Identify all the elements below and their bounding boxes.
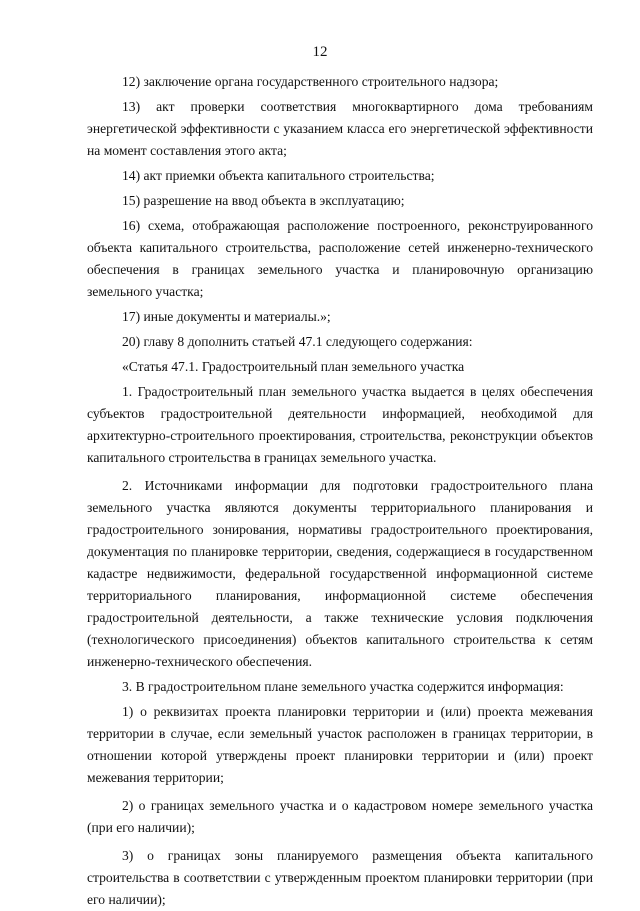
paragraph-item-17: 17) иные документы и материалы.»; (122, 309, 331, 324)
paragraph-amendment-20: 20) главу 8 дополнить статьей 47.1 следующего содержания: (122, 334, 473, 349)
article-subpoint-1: 1) о реквизитах проекта планировки территории и (или) проекта межевания территории в случае, если земельный участок расположен в границах территории, в отношении которой утверждены проект планировки территории и (или) проект межевания территории; (87, 704, 593, 785)
document-body (87, 71, 593, 911)
paragraph-item-14: 14) акт приемки объекта капитального строительства; (122, 168, 435, 183)
article-point-3: 3. В градостроительном плане земельного участка содержится информация: (122, 679, 564, 694)
article-subpoint-2: 2) о границах земельного участка и о кадастровом номере земельного участка (при его наличии); (87, 798, 593, 835)
article-point-1: 1. Градостроительный план земельного участка выдается в целях обеспечения субъектов градостроительной деятельности информацией, необходимой для архитектурно-строительного проектирования, строительства, реконструкции объектов капитального строительства в границах земельного участка. (87, 384, 593, 465)
paragraph-item-15: 15) разрешение на ввод объекта в эксплуатацию; (122, 193, 405, 208)
paragraph-item-16: 16) схема, отображающая расположение построенного, реконструированного объекта капитального строительства, расположение сетей инженерно-технического обеспечения в границах земельного участка и планировочную организацию земельного участка; (87, 218, 593, 299)
page-number: 12 (312, 44, 328, 60)
paragraph-item-13: 13) акт проверки соответствия многоквартирного дома требованиям энергетической эффективности с указанием класса его энергетической эффективности на момент составления этого акта; (87, 99, 593, 158)
article-point-2: 2. Источниками информации для подготовки градостроительного плана земельного участка являются документы территориального планирования и градостроительного зонирования, нормативы градостроительного проектирования, документация по планировке территории, сведения, содержащиеся в государственном кадастре недвижимости, федеральной государственной информационной системе территориального планирования, информационной системе обеспечения градостроительной деятельности, а также технические условия подключения (технологического присоединения) объектов капитального строительства к сетям инженерно-технического обеспечения. (87, 478, 593, 669)
article-subpoint-3: 3) о границах зоны планируемого размещения объекта капитального строительства в соответствии с утвержденным проектом планировки территории (при его наличии); (87, 848, 593, 907)
paragraph-item-12: 12) заключение органа государственного строительного надзора; (122, 74, 499, 89)
article-heading: «Статья 47.1. Градостроительный план земельного участка (122, 359, 465, 374)
